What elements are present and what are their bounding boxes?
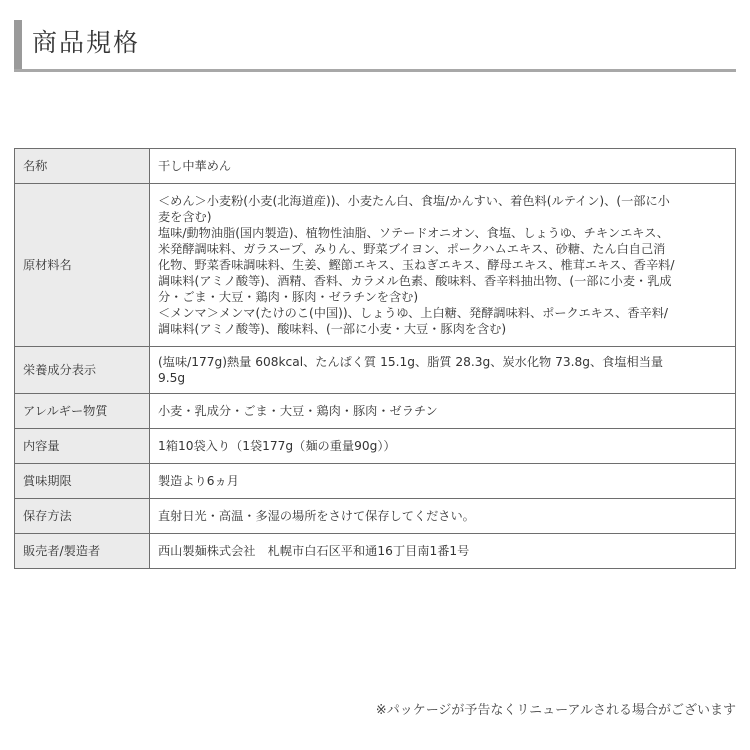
- page-title: 商品規格: [32, 28, 141, 57]
- row-label-allergy: アレルギー物質: [15, 394, 150, 429]
- row-value-seller: 西山製麺株式会社 札幌市白石区平和通16丁目南1番1号: [150, 534, 736, 569]
- table-row: [15, 464, 736, 499]
- section-header: [14, 18, 736, 72]
- table-row: [15, 534, 736, 569]
- row-value-nutrition: [150, 347, 736, 394]
- nutrition-line: (塩味/177g)熱量 608kcal、たんぱく質 15.1g、脂質 28.3g、炭水化物 73.8g、食塩相当量: [158, 355, 664, 369]
- ingredients-line: 麦を含む): [158, 210, 212, 224]
- row-value-ingredients: [150, 184, 736, 347]
- ingredients-line: ＜めん＞小麦粉(小麦(北海道産))、小麦たん白、食塩/かんすい、着色料(ルテイン)、(一部に小: [158, 194, 670, 208]
- table-row: [15, 347, 736, 394]
- row-value-expiry: 製造より6ヵ月: [150, 464, 736, 499]
- ingredients-line: 化物、野菜香味調味料、生姜、鰹節エキス、玉ねぎエキス、酵母エキス、椎茸エキス、香辛料/: [158, 258, 675, 272]
- ingredients-line: ＜メンマ＞メンマ(たけのこ(中国))、しょうゆ、上白糖、発酵調味料、ポークエキス、香辛料/: [158, 306, 669, 320]
- row-value-storage: 直射日光・高温・多湿の場所をさけて保存してください。: [150, 499, 736, 534]
- table-row: [15, 149, 736, 184]
- row-label-ingredients: 原材料名: [15, 184, 150, 347]
- row-label-storage: 保存方法: [15, 499, 150, 534]
- renewal-footnote: ※パッケージが予告なくリニューアルされる場合がございます: [375, 703, 736, 718]
- product-spec-table: [14, 148, 736, 569]
- nutrition-line: 9.5g: [158, 371, 186, 385]
- header-accent-bar: [14, 20, 22, 69]
- ingredients-line: 調味料(アミノ酸等)、酒精、香料、カラメル色素、酸味料、香辛料抽出物、(一部に小麦・乳成: [158, 274, 672, 288]
- table-row: [15, 394, 736, 429]
- table-row: [15, 499, 736, 534]
- row-label-content: 内容量: [15, 429, 150, 464]
- ingredients-line: 分・ごま・大豆・鶏肉・豚肉・ゼラチンを含む): [158, 290, 419, 304]
- row-label-seller: 販売者/製造者: [15, 534, 150, 569]
- row-value-name: 干し中華めん: [150, 149, 736, 184]
- row-value-allergy: 小麦・乳成分・ごま・大豆・鶏肉・豚肉・ゼラチン: [150, 394, 736, 429]
- ingredients-line: 塩味/動物油脂(国内製造)、植物性油脂、ソテードオニオン、食塩、しょうゆ、チキンエキス、: [158, 226, 669, 240]
- row-label-name: 名称: [15, 149, 150, 184]
- row-value-content: 1箱10袋入り（1袋177g（麺の重量90g））: [150, 429, 736, 464]
- table-row: [15, 184, 736, 347]
- ingredients-line: 米発酵調味料、ガラスープ、みりん、野菜ブイヨン、ポークハムエキス、砂糖、たん白自己消: [158, 242, 666, 256]
- ingredients-line: 調味料(アミノ酸等)、酸味料、(一部に小麦・大豆・豚肉を含む): [158, 322, 507, 336]
- row-label-expiry: 賞味期限: [15, 464, 150, 499]
- row-label-nutrition: 栄養成分表示: [15, 347, 150, 394]
- table-row: [15, 429, 736, 464]
